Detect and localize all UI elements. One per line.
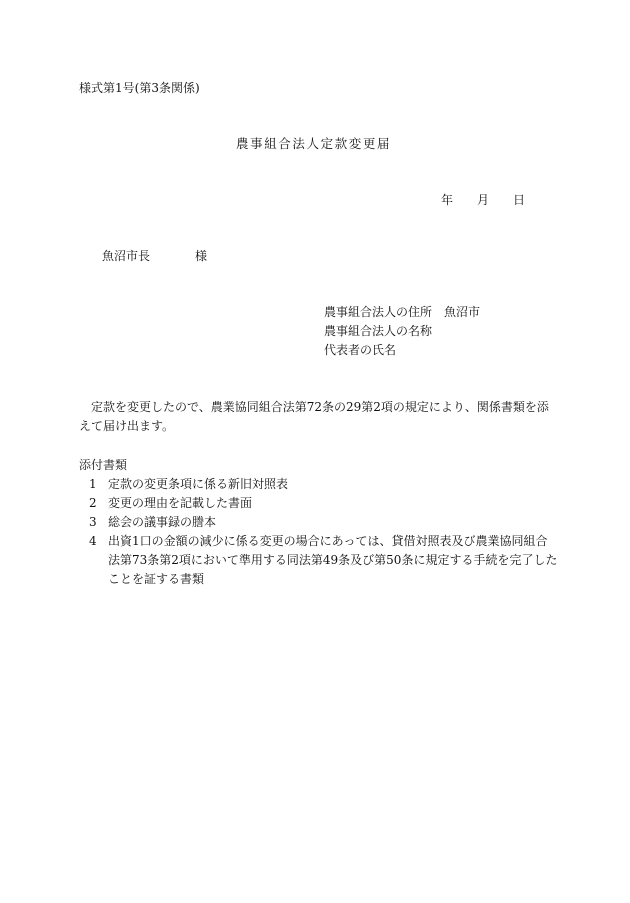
representative-row: [324, 342, 396, 358]
date-row: [441, 192, 525, 208]
attachments-list: [79, 475, 559, 589]
list-item-text: 定款の変更条項に係る新旧対照表: [108, 477, 289, 491]
list-item-text: 総会の議事録の謄本: [108, 515, 217, 529]
list-item-number: 4: [89, 534, 97, 548]
applicant-name-row: [324, 323, 432, 339]
list-item-number: 3: [89, 515, 97, 529]
applicant-address-value: 魚沼市: [444, 305, 481, 319]
list-item: [79, 475, 559, 494]
addressee: [102, 248, 207, 264]
representative-label: 代表者の氏名: [324, 343, 397, 357]
form-number-label: 様式第1号(第3条関係): [79, 81, 200, 95]
list-item-number: 2: [89, 496, 97, 510]
date-month-label: 月: [477, 193, 490, 207]
date-year-label: 年: [441, 193, 454, 207]
document-title: 農事組合法人定款変更届: [236, 136, 392, 151]
date-day-label: 日: [513, 193, 526, 207]
list-item-text: 変更の理由を記載した書面: [108, 496, 253, 510]
list-item: [79, 532, 559, 589]
attachments-heading: 添付書類: [79, 458, 128, 472]
applicant-address-row: [324, 304, 480, 320]
list-item: [79, 513, 559, 532]
applicant-name-label: 農事組合法人の名称: [324, 324, 433, 338]
list-item-text: 出資1口の金額の減少に係る変更の場合にあっては、貸借対照表及び農業協同組合法第73条第2項において準用する同法第49条及び第50条に規定する手続を完了したことを証する書類: [108, 534, 558, 586]
list-item-number: 1: [89, 477, 97, 491]
addressee-name: 魚沼市長: [102, 249, 151, 263]
applicant-address-label: 農事組合法人の住所: [324, 305, 433, 319]
notification-body: 定款を変更したので、農業協同組合法第72条の29第2項の規定により、関係書類を添えて届け出ます。: [79, 400, 549, 433]
addressee-honorific: 様: [195, 249, 208, 263]
list-item: [79, 494, 559, 513]
